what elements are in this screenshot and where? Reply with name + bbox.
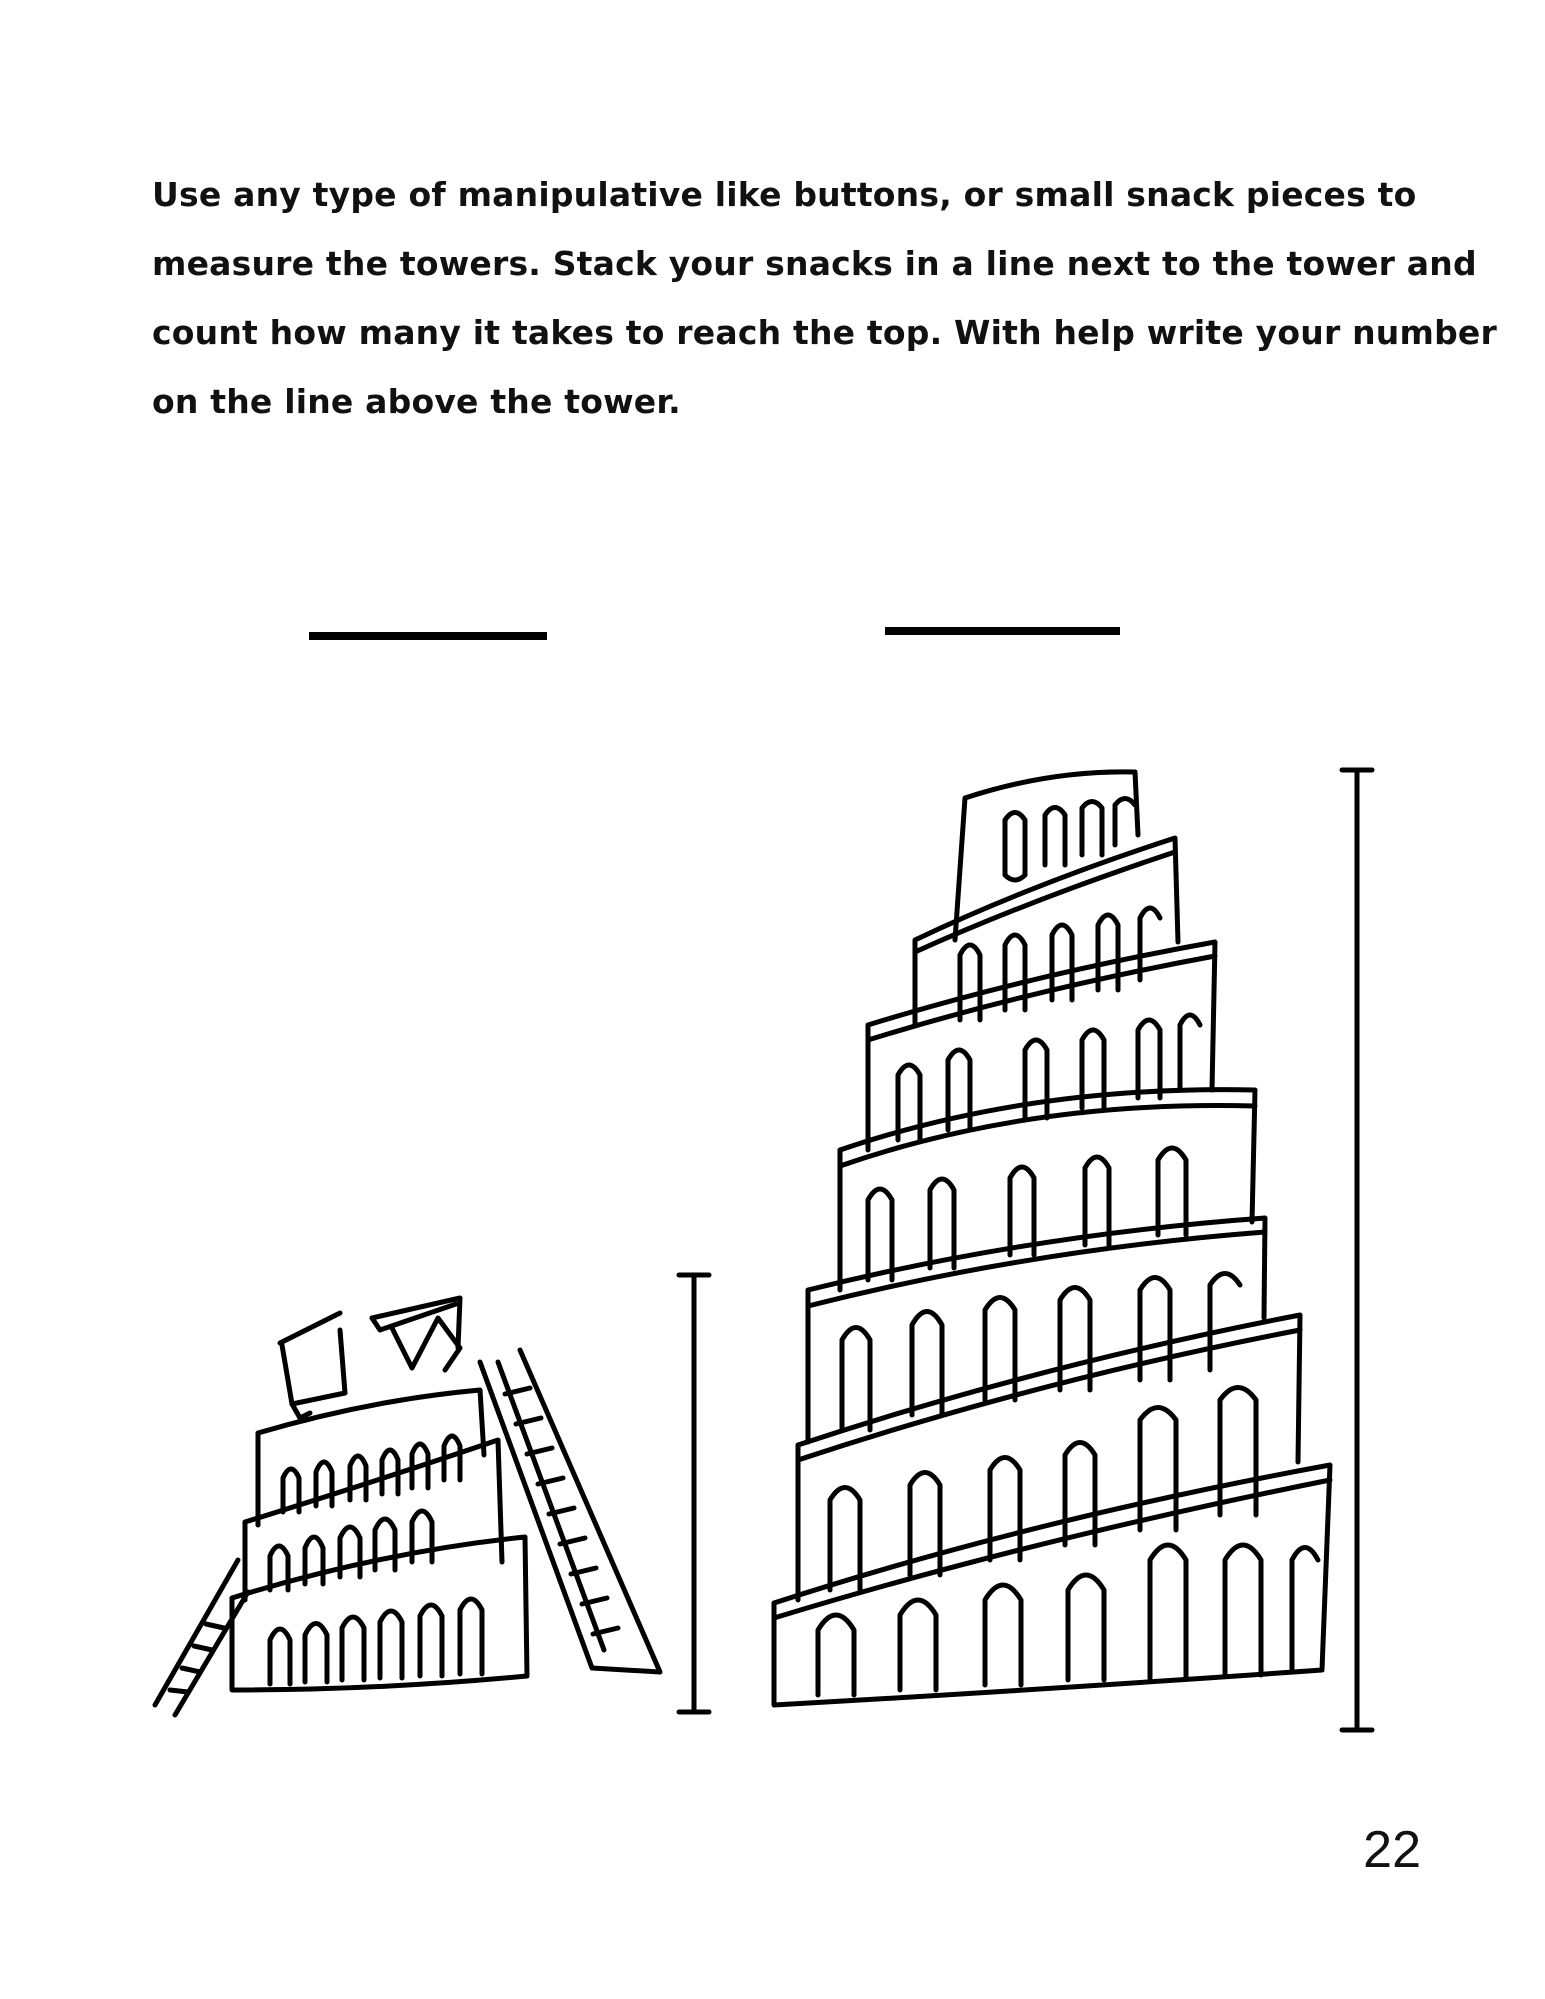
instruction-line: Use any type of manipulative like buttons, or small snack pieces to (152, 175, 1417, 214)
instruction-line: on the line above the tower. (152, 382, 681, 421)
instruction-line: count how many it takes to reach the top. With help write your number (152, 313, 1497, 352)
tall-tower-drawing (774, 772, 1330, 1705)
short-tower-measure-bar (679, 1275, 709, 1712)
page-number: 22 (1363, 1821, 1421, 1879)
short-tower-drawing (155, 1298, 660, 1715)
instruction-line: measure the towers. Stack your snacks in a line next to the tower and (152, 244, 1477, 283)
tall-tower-measure-bar (1342, 770, 1372, 1730)
